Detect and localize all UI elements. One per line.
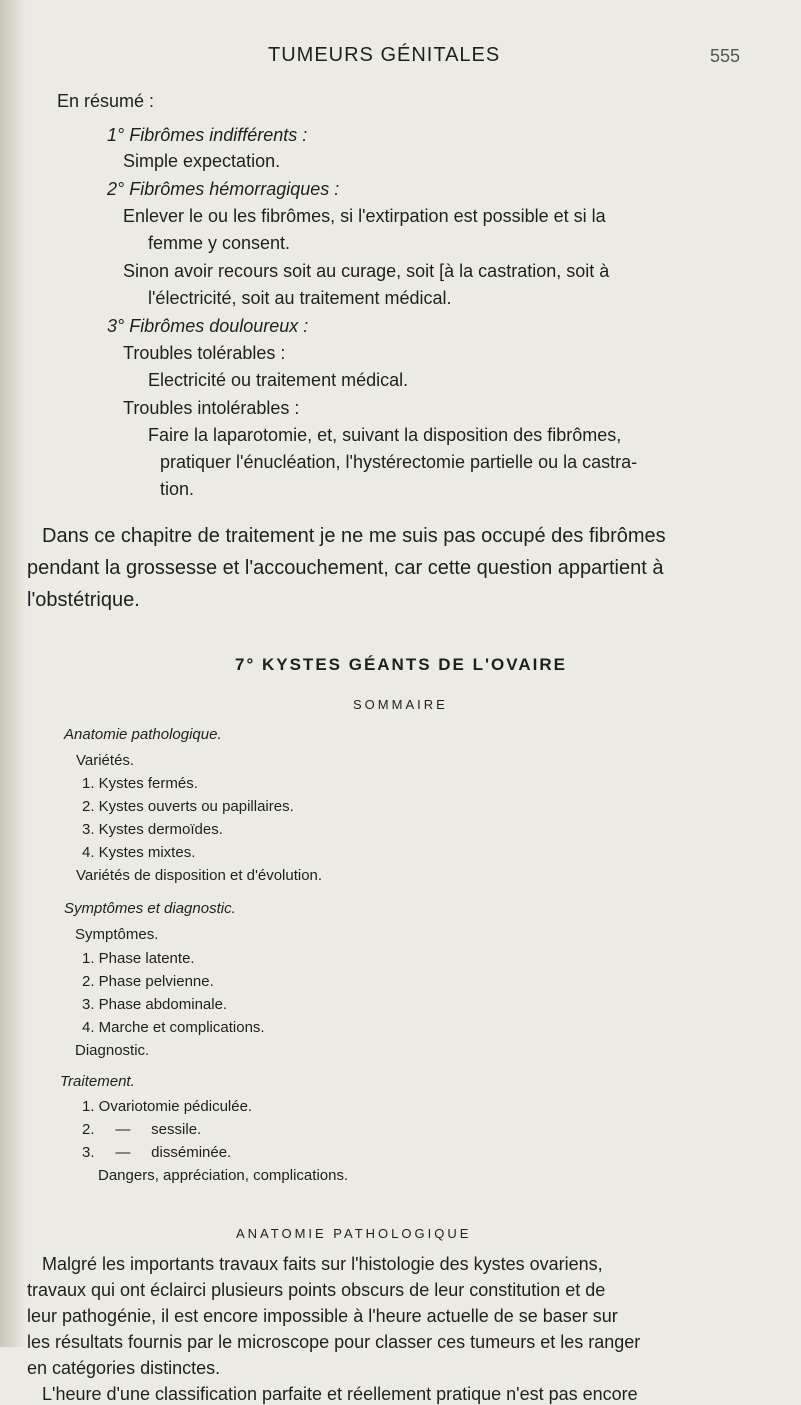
summary-line: Simple expectation. (123, 151, 281, 171)
summary-line: Faire la laparotomie, et, suivant la disposition des fibrômes, (148, 425, 622, 445)
summary-intro: En résumé : (57, 91, 155, 111)
summary-line: Troubles tolérables : (123, 343, 286, 363)
summary-line: pratiquer l'énucléation, l'hystérectomie partielle ou la castra- (160, 452, 638, 472)
contents-item: Symptômes. (75, 926, 159, 943)
sommaire-heading: SOMMAIRE (353, 697, 448, 712)
contents-item: 2. — sessile. (82, 1121, 202, 1138)
contents-item: 2. Phase pelvienne. (82, 973, 214, 990)
page-number: 555 (710, 46, 741, 66)
paragraph-line: les résultats fournis par le microscope pour classer ces tumeurs et les ranger (27, 1332, 641, 1352)
summary-line: tion. (160, 479, 195, 499)
contents-item: 3. — disséminée. (82, 1144, 232, 1161)
subsection-title: ANATOMIE PATHOLOGIQUE (236, 1226, 472, 1241)
page-edge-shadow (0, 0, 26, 1347)
summary-line: femme y consent. (148, 233, 291, 253)
summary-line: 3° Fibrômes douloureux : (107, 316, 309, 336)
section-title: 7° KYSTES GÉANTS DE L'OVAIRE (235, 655, 567, 674)
contents-heading: Symptômes et diagnostic. (64, 900, 236, 917)
paragraph-line: leur pathogénie, il est encore impossible à l'heure actuelle de se baser sur (27, 1306, 618, 1326)
summary-line: 1° Fibrômes indifférents : (107, 125, 308, 145)
contents-item: 4. Marche et complications. (82, 1019, 265, 1036)
paragraph-line: travaux qui ont éclairci plusieurs points obscurs de leur constitution et de (27, 1280, 606, 1300)
paragraph-line: en catégories distinctes. (27, 1358, 221, 1378)
paragraph-line: L'heure d'une classification parfaite et réellement pratique n'est pas encore (42, 1384, 638, 1404)
contents-item: 4. Kystes mixtes. (82, 844, 196, 861)
contents-heading: Traitement. (60, 1073, 135, 1090)
contents-item: Variétés de disposition et d'évolution. (76, 867, 323, 884)
contents-item: Diagnostic. (75, 1042, 150, 1059)
summary-line: Troubles intolérables : (123, 398, 300, 418)
summary-line: l'électricité, soit au traitement médical. (148, 288, 452, 308)
paragraph-line: Malgré les importants travaux faits sur l'histologie des kystes ovariens, (42, 1254, 603, 1274)
contents-item: 3. Kystes dermoïdes. (82, 821, 223, 838)
contents-item: 1. Kystes fermés. (82, 775, 198, 792)
summary-line: Electricité ou traitement médical. (148, 370, 409, 390)
summary-line: Enlever le ou les fibrômes, si l'extirpation est possible et si la (123, 206, 606, 226)
paragraph-line: Dans ce chapitre de traitement je ne me suis pas occupé des fibrômes (42, 525, 666, 547)
contents-heading: Anatomie pathologique. (64, 726, 222, 743)
summary-line: Sinon avoir recours soit au curage, soit [à la castration, soit à (123, 261, 610, 281)
summary-line: 2° Fibrômes hémorragiques : (107, 179, 340, 199)
paragraph-line: pendant la grossesse et l'accouchement, car cette question appartient à (27, 557, 664, 579)
paragraph-line: l'obstétrique. (27, 589, 140, 611)
contents-item: 1. Phase latente. (82, 950, 195, 967)
running-title: TUMEURS GÉNITALES (268, 44, 501, 66)
contents-item: 2. Kystes ouverts ou papillaires. (82, 798, 294, 815)
contents-item: Dangers, appréciation, complications. (98, 1167, 349, 1184)
contents-item: Variétés. (76, 752, 135, 769)
contents-item: 1. Ovariotomie pédiculée. (82, 1098, 253, 1115)
contents-item: 3. Phase abdominale. (82, 996, 228, 1013)
